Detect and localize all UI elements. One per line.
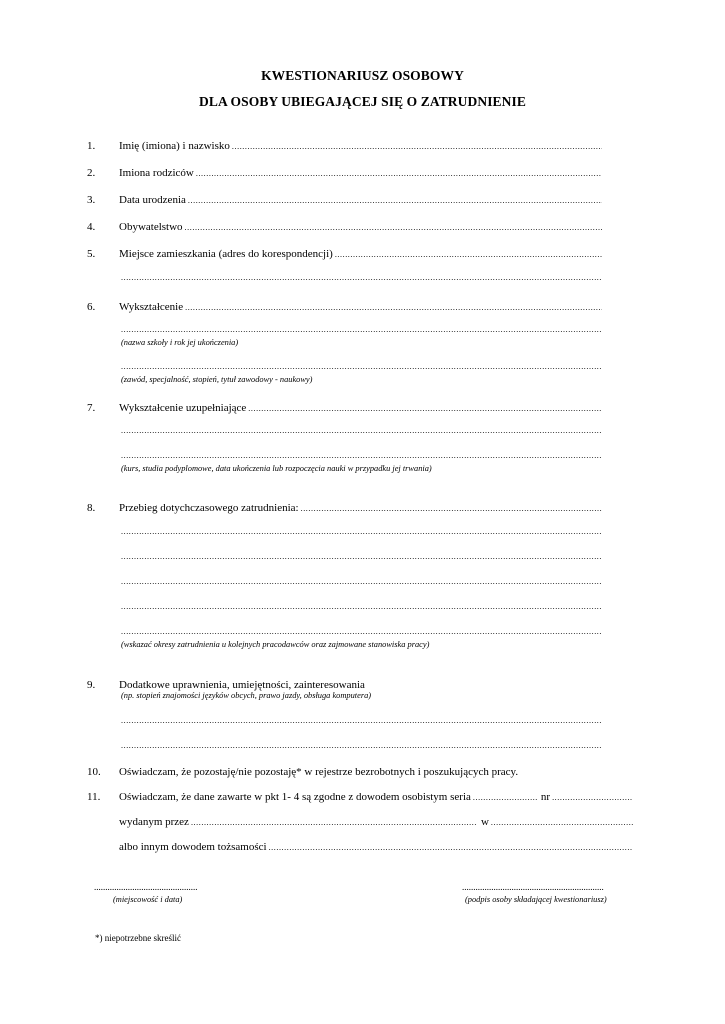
fill-line-issuer — [191, 818, 477, 827]
field-education-profession[interactable] — [119, 362, 602, 371]
fill-line — [121, 273, 602, 282]
field-additional-education-line2[interactable] — [119, 426, 602, 435]
hint-school: (nazwa szkoły i rok jej ukończenia) — [121, 338, 239, 347]
field-skills-line1[interactable] — [119, 716, 602, 725]
field-address-line2[interactable] — [119, 273, 602, 282]
item-number-3: 3. — [87, 194, 96, 206]
id-number-label: nr — [540, 791, 551, 803]
issued-by-label: wydanym przez — [119, 816, 189, 828]
fill-line — [121, 451, 602, 460]
item-number-9: 9. — [87, 679, 96, 691]
field-additional-education-label: Wykształcenie uzupełniające — [119, 402, 247, 414]
fill-line-series — [473, 793, 537, 802]
fill-line — [269, 843, 633, 852]
field-id-series[interactable] — [119, 791, 633, 803]
field-employment-line3[interactable] — [119, 552, 602, 561]
item-number-10: 10. — [87, 766, 101, 778]
fill-line-place — [491, 818, 633, 827]
form-subtitle: DLA OSOBY UBIEGAJĄCEJ SIĘ O ZATRUDNIENIE — [199, 94, 526, 109]
field-employment-line2[interactable] — [119, 527, 602, 536]
item-number-11: 11. — [87, 791, 101, 803]
fill-line — [335, 250, 602, 259]
field-name-label: Imię (imiona) i nazwisko — [119, 140, 230, 152]
statement-unemployed: Oświadczam, że pozostaję/nie pozostaję* w rejestrze bezrobotnych i poszukujących pracy. — [119, 766, 519, 778]
other-id-label: albo innym dowodem tożsamości — [119, 841, 267, 853]
hint-employment: (wskazać okresy zatrudnienia u kolejnych pracodawców oraz zajmowane stanowiska pracy) — [121, 640, 430, 649]
field-education-label: Wykształcenie — [119, 301, 184, 313]
form-title: KWESTIONARIUSZ OSOBOWY — [261, 68, 464, 83]
field-issued-by[interactable] — [119, 816, 633, 828]
field-address-label: Miejsce zamieszkania (adres do korespondencji) — [119, 248, 333, 260]
fill-line — [121, 602, 602, 611]
field-additional-education[interactable] — [119, 402, 602, 414]
field-address[interactable] — [119, 248, 602, 260]
item-number-6: 6. — [87, 301, 96, 313]
field-birthdate[interactable] — [119, 194, 602, 206]
item-number-2: 2. — [87, 167, 96, 179]
field-employment-line4[interactable] — [119, 577, 602, 586]
fill-line — [121, 426, 602, 435]
fill-line — [121, 362, 602, 371]
fill-line — [121, 577, 602, 586]
item-number-5: 5. — [87, 248, 96, 260]
field-employment-label: Przebieg dotychczasowego zatrudnienia: — [119, 502, 299, 514]
fill-line — [121, 741, 602, 750]
fill-line — [121, 527, 602, 536]
fill-line — [121, 552, 602, 561]
fill-line — [301, 504, 602, 513]
fill-line — [121, 627, 602, 636]
field-other-id[interactable] — [119, 841, 633, 853]
field-name[interactable] — [119, 140, 602, 152]
hint-courses: (kurs, studia podyplomowe, data ukończenia lub rozpoczęcia nauki w przypadku jej trwania) — [121, 464, 432, 473]
hint-skills: (np. stopień znajomości języków obcych, prawo jazdy, obsługa komputera) — [121, 691, 372, 700]
field-birthdate-label: Data urodzenia — [119, 194, 186, 206]
field-parents[interactable] — [119, 167, 602, 179]
field-citizenship[interactable] — [119, 221, 602, 233]
field-education[interactable] — [119, 301, 602, 313]
item-number-1: 1. — [87, 140, 96, 152]
fill-line — [185, 303, 602, 312]
signature-line-applicant[interactable]: ............................................................... — [462, 882, 604, 892]
fill-line — [196, 169, 602, 178]
fill-line — [188, 196, 602, 205]
item-number-8: 8. — [87, 502, 96, 514]
issued-in-label: w — [480, 816, 489, 828]
field-employment[interactable] — [119, 502, 602, 514]
caption-place-date: (miejscowość i data) — [113, 895, 183, 904]
field-additional-education-line3[interactable] — [119, 451, 602, 460]
fill-line — [185, 223, 602, 232]
field-education-school[interactable] — [119, 325, 602, 334]
caption-applicant-signature: (podpis osoby składającej kwestionariusz) — [465, 895, 607, 904]
item-number-4: 4. — [87, 221, 96, 233]
field-parents-label: Imiona rodziców — [119, 167, 194, 179]
fill-line-number — [552, 793, 633, 802]
fill-line — [248, 404, 602, 413]
fill-line — [121, 716, 602, 725]
item-number-7: 7. — [87, 402, 96, 414]
field-employment-line6[interactable] — [119, 627, 602, 636]
fill-line — [121, 325, 602, 334]
field-skills-line2[interactable] — [119, 741, 602, 750]
footnote: *) niepotrzebne skreślić — [95, 933, 181, 943]
statement-id-label: Oświadczam, że dane zawarte w pkt 1- 4 są zgodne z dowodem osobistym seria — [119, 791, 471, 803]
hint-profession: (zawód, specjalność, stopień, tytuł zawodowy - naukowy) — [121, 375, 313, 384]
field-employment-line5[interactable] — [119, 602, 602, 611]
field-skills-label: Dodatkowe uprawnienia, umiejętności, zainteresowania — [119, 679, 365, 691]
fill-line — [232, 142, 602, 151]
field-citizenship-label: Obywatelstwo — [119, 221, 183, 233]
signature-line-place-date[interactable]: .............................................. — [94, 882, 198, 892]
